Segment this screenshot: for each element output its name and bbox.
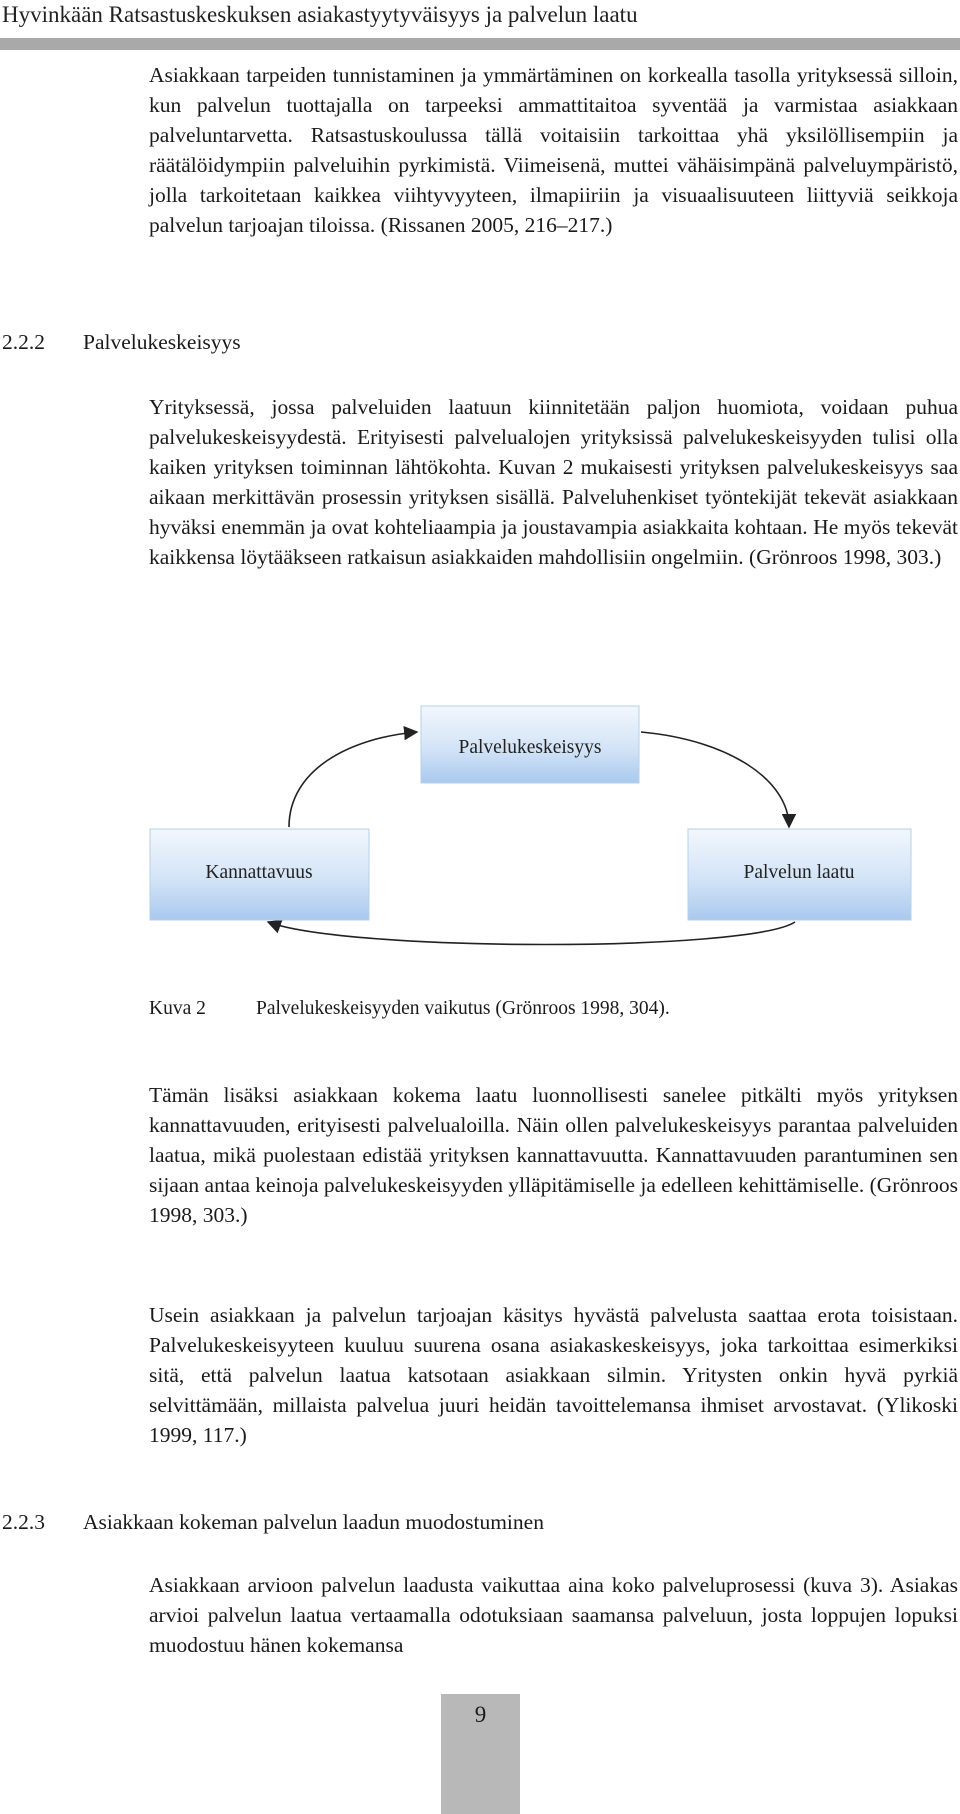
diagram-box-right-label: Palvelun laatu bbox=[743, 862, 855, 883]
diagram-box-right bbox=[688, 829, 911, 920]
diagram-service-orientation bbox=[149, 700, 958, 960]
paragraph-2: Yrityksessä, jossa palveluiden laatuun kiinnitetään paljon huomiota, voidaan puhua palvelukeskeisyydestä. Erityisesti palvelualojen yrityksissä palvelukeskeisyyden tulisi olla kaiken yrityksen toiminnan lähtökohta. Kuvan 2 mukaisesti yrityksen palvelukeskeisyys saa aikaan merkittävän prosessin yrityksen sisällä. Palveluhenkiset työntekijät tekevät asiakkaan hyväksi enemmän ja ovat kohteliaampia ja joustavampia asiakkaita kohtaan. He myös tekevät kaikkensa löytääkseen ratkaisun asiakkaiden mahdollisiin ongelmiin. (Grönroos 1998, 303.) bbox=[149, 395, 958, 569]
arrow-top-to-right bbox=[641, 732, 789, 827]
paragraph-3: Tämän lisäksi asiakkaan kokema laatu luonnollisesti sanelee pitkälti myös yrityksen kannattavuuden, erityisesti palvelualoilla. Näin ollen palvelukeskeisyys parantaa palveluiden laatua, mikä puolestaan edistää yrityksen kannattavuutta. Kannattavuuden parantuminen sen sijaan antaa keinoja palvelukeskeisyyden ylläpitämiselle ja edelleen kehittämiselle. (Grönroos 1998, 303.) bbox=[149, 1083, 958, 1227]
heading-number: 2.2.3 bbox=[2, 1510, 45, 1534]
paragraph-1: Asiakkaan tarpeiden tunnistaminen ja ymmärtäminen on korkealla tasolla yrityksessä silloin, kun palvelun tuottajalla on tarpeeksi ammattitaitoa syventää ja varmistaa asiakkaan palveluntarvetta. Ratsastuskoulussa tällä voitaisiin tarkoittaa yhä yksilöllisempiin ja räätälöidympiin palveluihin pyrkimistä. Viimeisenä, muttei vähäisimpänä palveluympäristö, jolla tarkoitetaan kaikkea viihtyvyyteen, ilmapiiriin ja visuaalisuuteen liittyviä seikkoja palvelun tarjoajan tiloissa. (Rissanen 2005, 216–217.) bbox=[149, 63, 958, 237]
header-rule bbox=[0, 38, 960, 50]
diagram-box-left-label: Kannattavuus bbox=[205, 862, 313, 883]
page-number-box bbox=[441, 1694, 520, 1814]
figure-caption bbox=[149, 998, 670, 1020]
arrow-right-to-left bbox=[268, 922, 795, 945]
caption-number: Kuva 2 bbox=[149, 998, 206, 1019]
heading-title: Palvelukeskeisyys bbox=[83, 330, 241, 354]
diagram-box-top bbox=[421, 706, 639, 783]
page-header bbox=[0, 0, 960, 52]
heading-2-2-2 bbox=[2, 330, 241, 355]
caption-text: Palvelukeskeisyyden vaikutus (Grönroos 1998, 304). bbox=[256, 998, 670, 1019]
diagram-box-top-label: Palvelukeskeisyys bbox=[458, 737, 602, 758]
heading-2-2-3 bbox=[2, 1510, 544, 1535]
page-number: 9 bbox=[474, 1702, 487, 1727]
header-title: Hyvinkään Ratsastuskeskuksen asiakastyytyväisyys ja palvelun laatu bbox=[2, 2, 638, 27]
heading-title: Asiakkaan kokeman palvelun laadun muodostuminen bbox=[83, 1510, 544, 1534]
heading-number: 2.2.2 bbox=[2, 330, 45, 354]
paragraph-4: Usein asiakkaan ja palvelun tarjoajan käsitys hyvästä palvelusta saattaa erota toisistaan. Palvelukeskeisyyteen kuuluu suurena osana asiakaskeskeisyys, joka tarkoittaa esimerkiksi sitä, että palvelun laatua katsotaan asiakkaan silmin. Yritysten onkin hyvä pyrkiä selvittämään, millaista palvelua juuri heidän tavoittelemansa ihmiset arvostavat. (Ylikoski 1999, 117.) bbox=[149, 1303, 958, 1447]
paragraph-5: Asiakkaan arvioon palvelun laadusta vaikuttaa aina koko palveluprosessi (kuva 3). Asiakas arvioi palvelun laatua vertaamalla odotuksiaan saamansa palveluun, josta loppujen lopuksi muodostuu hänen kokemansa bbox=[149, 1573, 958, 1657]
diagram-box-left bbox=[150, 829, 369, 920]
arrow-left-to-top bbox=[289, 732, 417, 827]
